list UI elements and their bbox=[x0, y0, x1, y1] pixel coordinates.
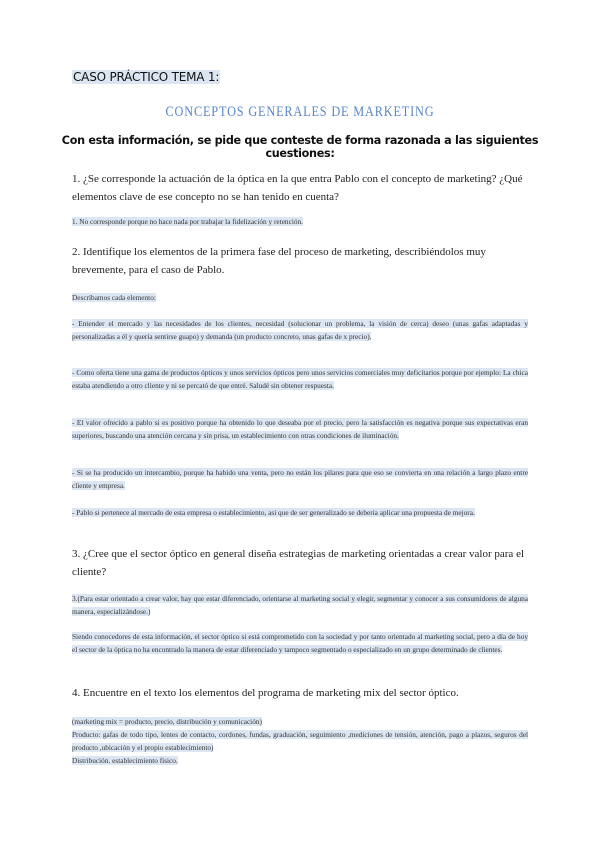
question-2: 2. Identifique los elementos de la primera fase del proceso de marketing, describiéndolos muy brevemente, para el caso de Pablo. bbox=[72, 246, 486, 276]
answer-2-item-1: - Entender el mercado y las necesidades de los clientes, necesidad (solucionar un problema, la visión de cerca) deseo (unas gafas adaptadas y personalizadas a él y quería sentirse guapo) y demanda (un producto concreto, unas gafas de x precio). bbox=[72, 319, 528, 341]
answer-3-part bbox=[72, 593, 528, 618]
answer-3-part-2: Siendo conocedores de esta información, el sector óptico si está comprometido con la sociedad y por tanto orientado al marketing social, pero a día de hoy el sector de la óptica no ha encontrado la manera de estar diferenciado y tampoco segmentado o especializado en un grupo determinado de clientes. bbox=[72, 632, 528, 654]
answer-2-item-4: - Si se ha producido un intercambio, porque ha habido una venta, pero no están los pilares para que eso se convierta en una relación a largo plazo entre cliente y empresa. bbox=[72, 468, 528, 490]
answer-1-text: 1. No corresponde porque no hace nada por trabajar la fidelización y retención. bbox=[72, 217, 303, 226]
answer-2-intro bbox=[72, 292, 528, 305]
answer-3-part-1: 3.(Para estar orientado a crear valor, hay que estar diferenciado, orientarse al marketing social y elegir, segmentar y conocer a sus consumidores de alguna manera, especializándose.) bbox=[72, 594, 528, 616]
answer-3-part bbox=[72, 631, 528, 656]
answer-2-item-2: - Como oferta tiene una gama de productos ópticos y unos servicios ópticos pero unos servicios comerciales muy deficitarios porque por ejemplo: La chica estaba atendiendo a otro cliente y ni se percató de que entré. Saludé sin obtener respuesta. bbox=[72, 368, 528, 390]
case-title: CASO PRÁCTICO TEMA 1: bbox=[73, 70, 220, 84]
instruction: Con esta información, se pide que conteste de forma razonada a las siguientes cuestiones: bbox=[61, 134, 539, 160]
answer-2-item-3: - El valor ofrecido a pablo si es positivo porque ha obtenido lo que deseaba por el precio, pero la satisfacción es negativa porque sus expectativas eran superiores, buscando una atención cercana y sin prisa, un establecimiento con otras condiciones de iluminación. bbox=[72, 418, 528, 440]
answer-4-line-2: Producto: gafas de todo tipo, lentes de contacto, cordones, fundas, graduación, seguimiento ,mediciones de tensión, atención, pago a plazos, seguros del producto ,ubicación y el propio establecimiento) bbox=[72, 730, 528, 752]
answer-2-item bbox=[72, 507, 528, 520]
answer-4-line bbox=[72, 716, 528, 729]
answer-4-line bbox=[72, 755, 528, 768]
answer-2-item-5: - Pablo si pertenece al mercado de esta empresa o establecimiento, así que de ser generalizado se debería aplicar una propuesta de mejora. bbox=[72, 508, 475, 517]
answer-4-line bbox=[72, 729, 528, 754]
answer-1 bbox=[72, 216, 528, 229]
answer-2-item bbox=[72, 318, 528, 343]
answer-2-intro-text: Describamos cada elemento: bbox=[72, 293, 156, 302]
answer-4-line-1: (marketing mix = producto, precio, distribución y comunicación) bbox=[72, 717, 262, 726]
question-4: 4. Encuentre en el texto los elementos del programa de marketing mix del sector óptico. bbox=[72, 687, 459, 699]
answer-4-line-3: Distribución. establecimiento físico. bbox=[72, 756, 178, 765]
question-3: 3. ¿Cree que el sector óptico en general diseña estrategias de marketing orientadas a crear valor para el cliente? bbox=[72, 548, 525, 578]
answer-2-item bbox=[72, 367, 528, 392]
main-title: CONCEPTOS GENERALES DE MARKETING bbox=[165, 104, 435, 120]
answer-2-item bbox=[72, 417, 528, 442]
answer-2-item bbox=[72, 467, 528, 492]
question-1: 1. ¿Se corresponde la actuación de la óptica en la que entra Pablo con el concepto de marketing? ¿Qué elementos clave de ese concepto no se han tenido en cuenta? bbox=[72, 173, 523, 203]
